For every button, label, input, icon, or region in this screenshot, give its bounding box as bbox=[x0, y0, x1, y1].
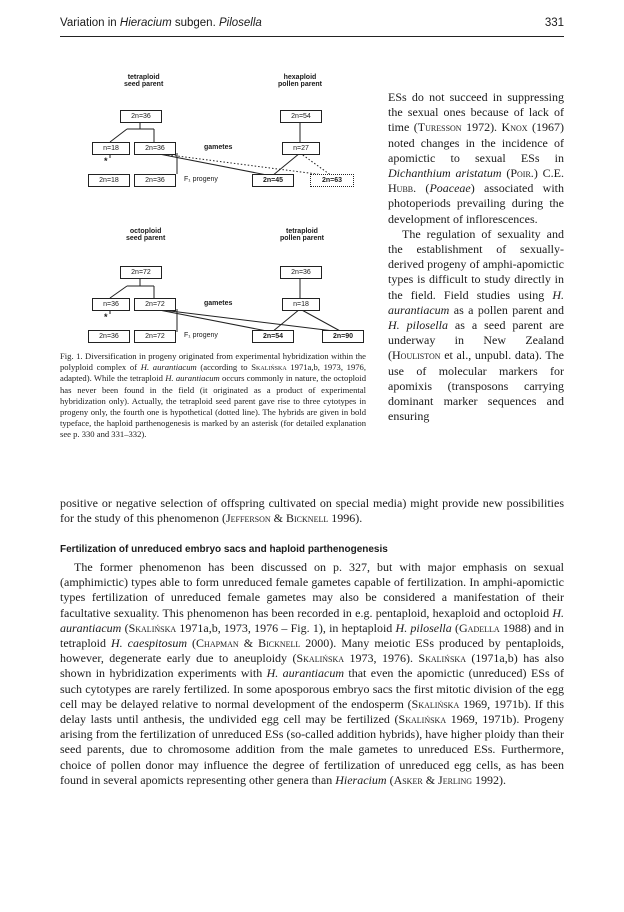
running-header bbox=[60, 17, 564, 29]
page-number: 331 bbox=[544, 17, 564, 29]
paragraph-turesson: ESs do not succeed in suppressing the sexual ones because of lack of time (Turesson 1972). Knox (1967) noted changes in the incidence of apomictic to sexual ESs in Dichanthium aristatum (Poir.) C.E. Hubb. (Poaceae) associated with photoperiods prevailing during the development of inflorescences. bbox=[388, 90, 564, 226]
box-progeny-2n36: 2n=36 bbox=[134, 174, 176, 187]
box-progeny-2n36-bottom: 2n=36 bbox=[88, 330, 130, 343]
box-progeny-2n45: 2n=45 bbox=[252, 174, 294, 187]
box-progeny-2n54: 2n=54 bbox=[252, 330, 294, 343]
label-hexaploid-pollen-parent: hexaploid pollen parent bbox=[278, 74, 322, 88]
box-progeny-2n18: 2n=18 bbox=[88, 174, 130, 187]
label-gametes-bottom: gametes bbox=[204, 300, 233, 307]
figure-1 bbox=[82, 74, 372, 346]
label-octoploid-seed-parent: octoploid seed parent bbox=[126, 228, 166, 242]
figure-caption: Fig. 1. Diversification in progeny originated from experimental hybridization within the polyploid complex of H. aurantiacum (according to Skalińska 1971a,b, 1973, 1976, adapted). While the tetraploid H. aurantiacum occurs commonly in nature, the octoploid has never been found in the field (it originated as a product of experimental hybridization only). Actually, the tetraploid seed parent gave rise to three cytotypes in progeny only, the fourth one is hypothetical (dotted line). The hybrids are given in bold typeface, the haploid parthenogenesis is marked by an asterisk (for detailed explanation see p. 330 and 331–332). bbox=[60, 351, 366, 440]
box-progeny-2n72: 2n=72 bbox=[134, 330, 176, 343]
box-gamete-2n36: 2n=36 bbox=[134, 142, 176, 155]
box-gamete-n27: n=27 bbox=[282, 142, 320, 155]
header-rule bbox=[60, 36, 564, 37]
label-gametes-top: gametes bbox=[204, 144, 233, 151]
box-gamete-n18-pollen: n=18 bbox=[282, 298, 320, 311]
label-f1-progeny-bottom: F₁ progeny bbox=[184, 332, 218, 339]
box-gamete-2n72: 2n=72 bbox=[134, 298, 176, 311]
box-gamete-n36: n=36 bbox=[92, 298, 130, 311]
right-column-text bbox=[388, 90, 564, 424]
box-parent-2n72: 2n=72 bbox=[120, 266, 162, 279]
box-parent-2n36-pollen: 2n=36 bbox=[280, 266, 322, 279]
box-progeny-2n90: 2n=90 bbox=[322, 330, 364, 343]
header-title: Variation in Hieracium subgen. Pilosella bbox=[60, 17, 262, 29]
label-f1-progeny-top: F₁ progeny bbox=[184, 176, 218, 183]
section-body: The former phenomenon has been discussed on p. 327, but with major emphasis on sexual (amphimictic) types able to form unreduced female gametes capable of fertilization. In amphi-apomictic types fertilization of unreduced female gametes may also be considered a manifestation of their facultative sexuality. This phenomenon has been recorded in e.g. pentaploid, hexaploid and octoploid H. aurantiacum (Skalińska 1971a,b, 1973, 1976 – Fig. 1), in heptaploid H. pilosella (Gadella 1988) and in tetraploid H. caespitosum (Chapman & Bicknell 2000). Many meiotic ESs produced by pentaploids, however, degenerate early due to aneuploidy (Skalińska 1973, 1976). Skalińska (1971a,b) has also shown in hybridization experiments with H. aurantiacum that even the apomictic (unreduced) ESs of such cytotypes are rarely fertilized. In some aposporous embryo sacs the first mitotic division of the egg cell may be delayed relative to normal development of the endosperm (Skalińska 1969, 1971b). If this delay lasts until anthesis, the undivided egg cell may be fertilized (Skalińska 1969, 1971b). Progeny arising from the fertilization of unreduced ESs (so-called addition hybrids), have higher ploidy than their seed parents, due to chromosome addition from the male gametes to unreduced ESs. Furthermore, choice of pollen donor may influence the degree of fertilization of unreduced egg cells, as has been found in several apomicts representing other genera than Hieracium (Asker & Jerling 1992). bbox=[60, 560, 565, 787]
asterisk-top: * bbox=[104, 156, 108, 166]
box-parent-2n36: 2n=36 bbox=[120, 110, 162, 123]
box-progeny-2n63: 2n=63 bbox=[310, 174, 354, 187]
asterisk-bottom: * bbox=[104, 312, 108, 322]
section-heading: Fertilization of unreduced embryo sacs and haploid parthenogenesis bbox=[60, 544, 388, 555]
paragraph-regulation: The regulation of sexuality and the establishment of sexually-derived progeny of amphi-apomictic types is difficult to study directly in the field. Field studies using H. aurantiacum as a pollen parent and H. pilosella as a seed parent are underway in New Zealand (Houliston et al., unpubl. data). The use of molecular markers for apomixis (transposons carrying dominant marker sequences and ensuring bbox=[388, 226, 564, 424]
box-gamete-n18: n=18 bbox=[92, 142, 130, 155]
box-parent-2n54: 2n=54 bbox=[280, 110, 322, 123]
label-tetraploid-seed-parent: tetraploid seed parent bbox=[124, 74, 164, 88]
label-tetraploid-pollen-parent: tetraploid pollen parent bbox=[280, 228, 324, 242]
continuation-text: positive or negative selection of offspring cultivated on special media) might provide new possibilities for the study of this phenomenon (Jefferson & Bicknell 1996). bbox=[60, 496, 564, 526]
